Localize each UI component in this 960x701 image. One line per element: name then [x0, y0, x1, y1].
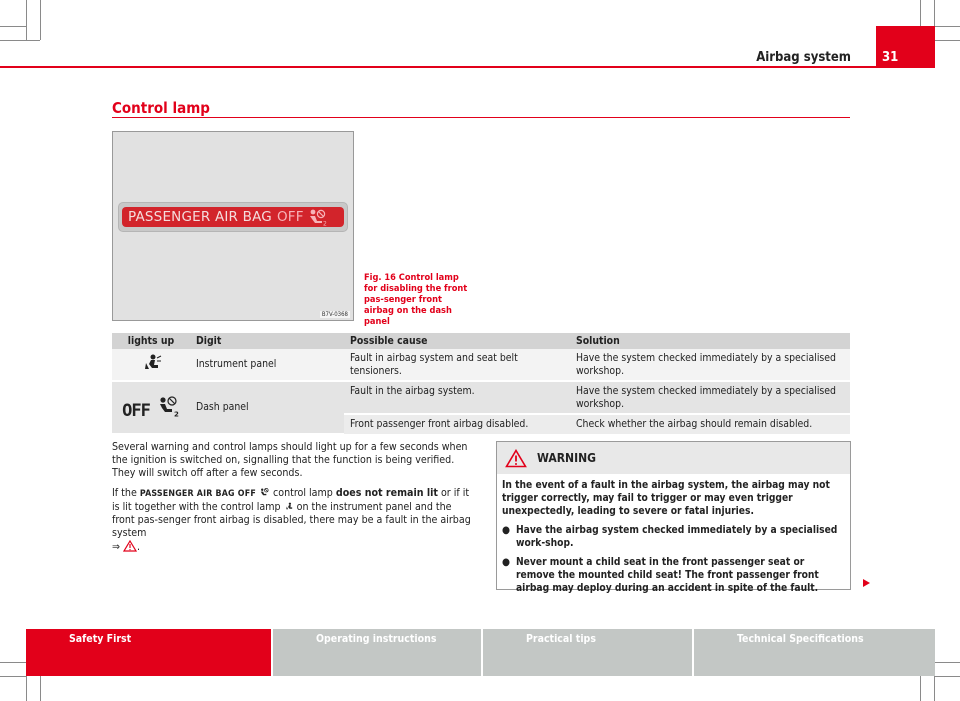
crop-mark — [934, 676, 960, 677]
control-lamp-table — [112, 333, 850, 435]
solution-cell: Have the system checked immediately by a specialised workshop. — [570, 349, 850, 381]
emphasis: does not remain lit — [335, 487, 438, 499]
airbag-off-indicator — [122, 395, 180, 421]
crop-mark — [0, 676, 26, 677]
figure-code: B7V-0368 — [321, 311, 348, 318]
footer-nav — [26, 629, 935, 676]
column-header: lights up — [112, 333, 190, 349]
lamp-cell — [112, 381, 190, 434]
airbag-off-icon — [156, 395, 180, 417]
continue-arrow-icon[interactable] — [862, 578, 871, 588]
svg-text:2: 2 — [173, 410, 179, 418]
tab-operating-instructions[interactable]: Operating instructions — [273, 629, 483, 676]
paragraph: If the PASSENGER AIR BAG OFF control lamp does not remain lit or if it is lit together with the control lamp on the instrument panel and the front pas-senger front airbag is disabled, there may be a fault in the airbag system ⇒ . — [112, 487, 471, 553]
crop-mark — [40, 0, 41, 40]
warning-title: WARNING — [537, 451, 596, 465]
airbag-off-icon — [307, 208, 327, 226]
table-row — [112, 349, 850, 381]
cause-cell: Front passenger front airbag disabled. — [344, 414, 570, 434]
header-section-title: Airbag system — [756, 50, 851, 65]
crop-mark — [26, 0, 27, 26]
table-header-row — [112, 333, 850, 349]
svg-text:2: 2 — [322, 220, 327, 226]
column-header: Possible cause — [344, 333, 570, 349]
airbag-off-icon — [259, 487, 270, 498]
column-header: Solution — [570, 333, 850, 349]
passenger-airbag-lamp — [118, 202, 348, 232]
control-lamp-figure — [112, 131, 354, 321]
paragraph: Several warning and control lamps should light up for a few seconds when the ignition is switched on, signalling that the function is being verified. They will switch off after a few seconds. — [112, 441, 468, 479]
bullet-mark: ● — [502, 557, 510, 568]
warning-text: In the event of a fault in the airbag system, the airbag may not trigger correctly, may fail to trigger or may even trigger unexpectedly, leading to severe or fatal injuries. — [502, 480, 830, 517]
table-row — [112, 381, 850, 414]
crop-mark — [26, 676, 27, 701]
crop-mark — [934, 0, 935, 26]
cause-cell: Fault in the airbag system. — [344, 381, 570, 414]
solution-cell: Check whether the airbag should remain disabled. — [570, 414, 850, 434]
bullet-mark: ● — [502, 525, 510, 536]
warning-body — [497, 474, 850, 595]
crop-mark — [26, 26, 27, 40]
crop-mark — [934, 26, 960, 27]
lamp-off-label: OFF — [237, 489, 256, 499]
warning-header — [497, 442, 850, 474]
lamp-name: PASSENGER AIR BAG — [139, 489, 235, 499]
cause-cell: Fault in airbag system and seat belt tensioners. — [344, 349, 570, 381]
warning-bullet: ● Never mount a child seat in the front passenger seat or remove the mounted child seat! The front passenger front airbag may deploy during an accident in spite of the fault. — [502, 557, 819, 594]
reference-arrow: ⇒ — [112, 541, 120, 553]
lamp-off-label: OFF — [276, 209, 304, 225]
warning-box — [496, 441, 851, 594]
solution-cell: Have the system checked immediately by a specialised workshop. — [570, 381, 850, 414]
off-label: OFF — [122, 400, 150, 421]
warning-bullet: ● Have the airbag system checked immediately by a specialised work-shop. — [502, 525, 838, 549]
body-text — [112, 441, 472, 561]
digit-cell: Instrument panel — [190, 349, 344, 381]
tab-practical-tips[interactable]: Practical tips — [483, 629, 694, 676]
column-header: Digit — [190, 333, 344, 349]
tab-technical-specifications[interactable]: Technical Specifications — [694, 629, 935, 676]
digit-cell: Dash panel — [190, 381, 344, 434]
page-number: 31 — [876, 26, 935, 68]
lamp-face — [122, 207, 344, 227]
title-rule — [112, 117, 850, 118]
airbag-seat-icon — [140, 354, 162, 372]
figure-caption: Fig. 16 Control lamp for disabling the front pas-senger front airbag on the dash panel — [364, 272, 468, 327]
warning-triangle-icon[interactable] — [123, 540, 137, 552]
header-rule — [0, 66, 876, 68]
airbag-seat-icon — [284, 501, 294, 512]
warning-triangle-icon — [505, 449, 527, 468]
tab-safety-first[interactable]: Safety First — [26, 629, 273, 676]
page-title: Control lamp — [112, 99, 210, 117]
crop-mark — [0, 40, 40, 41]
crop-mark — [934, 676, 935, 701]
lamp-label: PASSENGER AIR BAG — [128, 209, 272, 225]
crop-mark — [0, 26, 26, 27]
lamp-cell — [112, 349, 190, 381]
